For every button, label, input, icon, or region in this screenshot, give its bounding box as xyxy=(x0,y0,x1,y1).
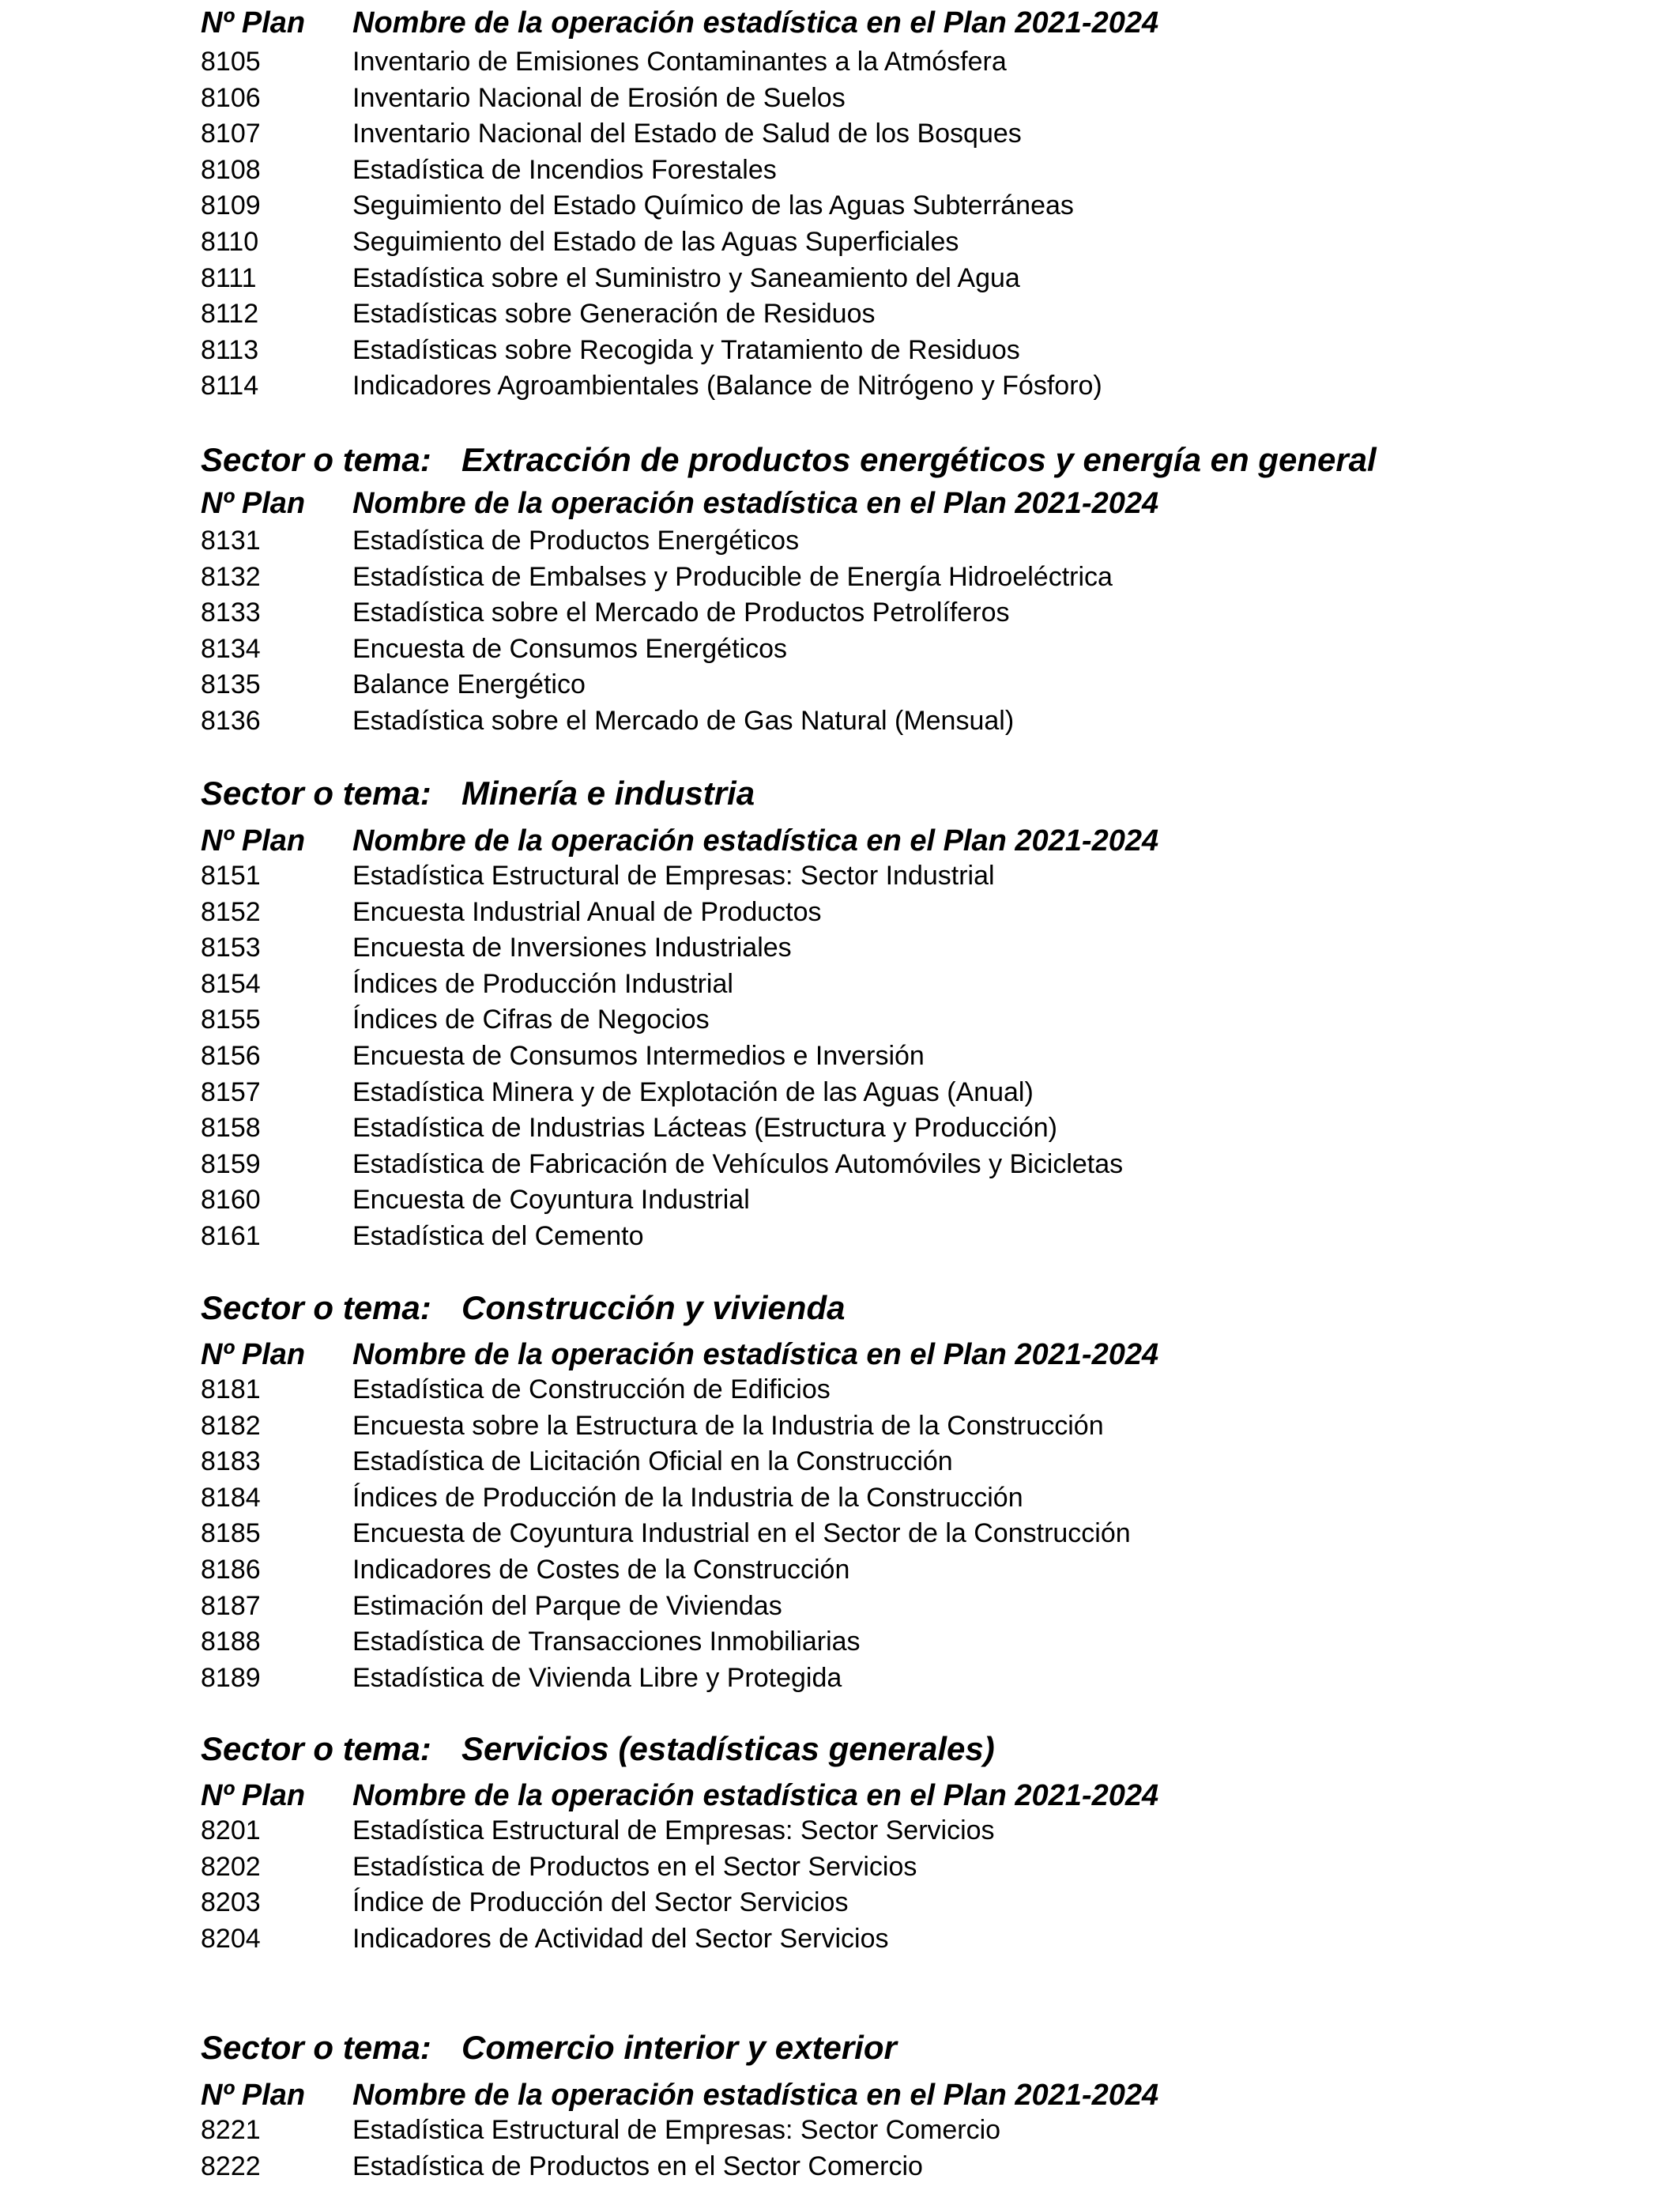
plan-number: 8188 xyxy=(201,1627,261,1657)
plan-number: 8159 xyxy=(201,1149,261,1179)
column-header xyxy=(0,823,1680,859)
operation-name: Índices de Producción de la Industria de la Construcción xyxy=(352,1483,1023,1513)
plan-number: 8153 xyxy=(201,933,261,963)
operation-name: Estadística de Embalses y Producible de Energía Hidroeléctrica xyxy=(352,562,1113,592)
plan-number: 8221 xyxy=(201,2115,261,2145)
column-header xyxy=(0,1336,1680,1373)
sector-heading xyxy=(201,2026,897,2070)
operation-name: Estadística de Fabricación de Vehículos Automóviles y Bicicletas xyxy=(352,1149,1124,1179)
plan-number: 8108 xyxy=(201,155,261,185)
plan-number: 8152 xyxy=(201,897,261,927)
operation-name: Estadística sobre el Mercado de Productos Petrolíferos xyxy=(352,598,1010,628)
operation-name: Encuesta de Coyuntura Industrial xyxy=(352,1185,750,1215)
list-item xyxy=(0,894,1680,930)
plan-number: 8182 xyxy=(201,1411,261,1441)
plan-number: 8106 xyxy=(201,83,261,113)
plan-number: 8185 xyxy=(201,1518,261,1548)
plan-number: 8109 xyxy=(201,190,261,221)
plan-number: 8154 xyxy=(201,969,261,999)
operation-name: Estadística de Productos Energéticos xyxy=(352,526,800,556)
list-item xyxy=(0,2112,1680,2148)
header-operation-name: Nombre de la operación estadística en el Plan 2021-2024 xyxy=(352,1779,1159,1812)
operation-name: Estadística de Productos en el Sector Comercio xyxy=(352,2151,923,2181)
plan-number: 8134 xyxy=(201,634,261,664)
list-item xyxy=(0,1623,1680,1660)
plan-number: 8156 xyxy=(201,1041,261,1071)
operation-name: Índice de Producción del Sector Servicios xyxy=(352,1887,849,1917)
list-item xyxy=(0,1480,1680,1516)
header-operation-name: Nombre de la operación estadística en el Plan 2021-2024 xyxy=(352,487,1159,520)
list-item xyxy=(0,1146,1680,1182)
sector-heading xyxy=(201,1727,995,1771)
list-item xyxy=(0,1408,1680,1444)
list-item xyxy=(0,1515,1680,1551)
operation-name: Indicadores de Costes de la Construcción xyxy=(352,1555,850,1585)
sector-title: Comercio interior y exterior xyxy=(461,2029,897,2066)
sector-title: Extracción de productos energéticos y energía en general xyxy=(461,441,1377,478)
sector-label: Sector o tema: xyxy=(201,775,431,812)
plan-number: 8204 xyxy=(201,1924,261,1954)
operation-name: Índices de Cifras de Negocios xyxy=(352,1005,710,1035)
sector-heading xyxy=(201,438,1377,482)
list-item xyxy=(0,858,1680,894)
operation-name: Estadística de Productos en el Sector Servicios xyxy=(352,1852,917,1882)
plan-number: 8203 xyxy=(201,1887,261,1917)
list-item xyxy=(0,187,1680,224)
list-item xyxy=(0,631,1680,667)
plan-number: 8133 xyxy=(201,598,261,628)
plan-number: 8131 xyxy=(201,526,261,556)
column-header xyxy=(0,5,1680,41)
list-item xyxy=(0,1884,1680,1921)
list-item xyxy=(0,224,1680,260)
list-item xyxy=(0,1588,1680,1624)
operation-name: Estimación del Parque de Viviendas xyxy=(352,1591,782,1621)
plan-number: 8114 xyxy=(201,371,259,401)
plan-number: 8202 xyxy=(201,1852,261,1882)
operation-name: Estadística del Cemento xyxy=(352,1221,644,1251)
operation-name: Estadística de Transacciones Inmobiliarias xyxy=(352,1627,861,1657)
list-item xyxy=(0,80,1680,116)
sector-heading xyxy=(201,771,755,816)
plan-number: 8113 xyxy=(201,335,259,365)
plan-number: 8160 xyxy=(201,1185,261,1215)
list-item xyxy=(0,703,1680,739)
operation-name: Estadística Estructural de Empresas: Sector Servicios xyxy=(352,1815,995,1845)
list-item xyxy=(0,1921,1680,1957)
plan-number: 8187 xyxy=(201,1591,261,1621)
plan-number: 8158 xyxy=(201,1113,261,1143)
operation-name: Encuesta de Coyuntura Industrial en el Sector de la Construcción xyxy=(352,1518,1131,1548)
list-item xyxy=(0,1849,1680,1885)
plan-number: 8151 xyxy=(201,861,261,891)
list-item xyxy=(0,1074,1680,1110)
header-plan-number: Nº Plan xyxy=(201,1338,306,1371)
header-plan-number: Nº Plan xyxy=(201,1779,306,1812)
plan-number: 8107 xyxy=(201,119,261,149)
header-plan-number: Nº Plan xyxy=(201,487,306,520)
operation-name: Estadística de Industrias Lácteas (Estructura y Producción) xyxy=(352,1113,1057,1143)
operation-name: Encuesta Industrial Anual de Productos xyxy=(352,897,822,927)
operation-name: Indicadores de Actividad del Sector Servicios xyxy=(352,1924,889,1954)
plan-number: 8161 xyxy=(201,1221,261,1251)
operation-name: Estadística de Construcción de Edificios xyxy=(352,1374,831,1404)
header-operation-name: Nombre de la operación estadística en el Plan 2021-2024 xyxy=(352,1338,1159,1371)
sector-heading xyxy=(201,1286,845,1330)
operation-name: Estadística Minera y de Explotación de las Aguas (Anual) xyxy=(352,1077,1034,1107)
operation-name: Estadística Estructural de Empresas: Sector Comercio xyxy=(352,2115,1001,2145)
sector-label: Sector o tema: xyxy=(201,1730,431,1767)
operation-name: Estadísticas sobre Recogida y Tratamiento de Residuos xyxy=(352,335,1020,365)
plan-number: 8105 xyxy=(201,47,261,77)
operation-name: Encuesta de Consumos Energéticos xyxy=(352,634,787,664)
operation-name: Encuesta sobre la Estructura de la Industria de la Construcción xyxy=(352,1411,1104,1441)
operation-name: Estadística de Incendios Forestales xyxy=(352,155,777,185)
operation-name: Balance Energético xyxy=(352,669,586,699)
operation-name: Estadística de Licitación Oficial en la Construcción xyxy=(352,1446,953,1476)
plan-number: 8132 xyxy=(201,562,261,592)
column-header xyxy=(0,485,1680,522)
list-item xyxy=(0,1218,1680,1254)
operation-name: Seguimiento del Estado Químico de las Aguas Subterráneas xyxy=(352,190,1074,221)
header-operation-name: Nombre de la operación estadística en el Plan 2021-2024 xyxy=(352,6,1159,40)
operation-name: Encuesta de Inversiones Industriales xyxy=(352,933,792,963)
plan-number: 8222 xyxy=(201,2151,261,2181)
list-item xyxy=(0,1812,1680,1849)
plan-number: 8111 xyxy=(201,263,257,293)
list-item xyxy=(0,260,1680,296)
sector-title: Minería e industria xyxy=(461,775,755,812)
plan-number: 8110 xyxy=(201,227,259,257)
list-item xyxy=(0,2148,1680,2185)
list-item xyxy=(0,1551,1680,1588)
list-item xyxy=(0,929,1680,966)
sector-label: Sector o tema: xyxy=(201,1289,431,1326)
operation-name: Inventario Nacional de Erosión de Suelos xyxy=(352,83,846,113)
header-plan-number: Nº Plan xyxy=(201,2079,306,2112)
list-item xyxy=(0,296,1680,332)
plan-number: 8184 xyxy=(201,1483,261,1513)
operation-name: Estadística de Vivienda Libre y Protegida xyxy=(352,1663,842,1693)
plan-number: 8186 xyxy=(201,1555,261,1585)
header-operation-name: Nombre de la operación estadística en el Plan 2021-2024 xyxy=(352,2079,1159,2112)
list-item xyxy=(0,666,1680,703)
column-header xyxy=(0,2077,1680,2113)
operation-name: Estadística sobre el Mercado de Gas Natural (Mensual) xyxy=(352,706,1015,736)
operation-name: Seguimiento del Estado de las Aguas Superficiales xyxy=(352,227,959,257)
list-item xyxy=(0,152,1680,188)
list-item xyxy=(0,332,1680,368)
plan-number: 8181 xyxy=(201,1374,261,1404)
list-item xyxy=(0,1660,1680,1696)
plan-number: 8155 xyxy=(201,1005,261,1035)
operation-name: Índices de Producción Industrial xyxy=(352,969,733,999)
list-item xyxy=(0,368,1680,404)
list-item xyxy=(0,1182,1680,1218)
operation-name: Estadísticas sobre Generación de Residuos xyxy=(352,299,876,329)
operation-name: Indicadores Agroambientales (Balance de Nitrógeno y Fósforo) xyxy=(352,371,1102,401)
column-header xyxy=(0,1777,1680,1814)
operation-name: Inventario Nacional del Estado de Salud de los Bosques xyxy=(352,119,1022,149)
list-item xyxy=(0,1001,1680,1038)
plan-number: 8183 xyxy=(201,1446,261,1476)
plan-number: 8135 xyxy=(201,669,261,699)
list-item xyxy=(0,1443,1680,1480)
operation-name: Encuesta de Consumos Intermedios e Inversión xyxy=(352,1041,925,1071)
list-item xyxy=(0,115,1680,152)
plan-number: 8201 xyxy=(201,1815,261,1845)
sector-label: Sector o tema: xyxy=(201,2029,431,2066)
header-plan-number: Nº Plan xyxy=(201,6,306,40)
plan-number: 8136 xyxy=(201,706,261,736)
sector-label: Sector o tema: xyxy=(201,441,431,478)
sector-title: Construcción y vivienda xyxy=(461,1289,846,1326)
list-item xyxy=(0,1038,1680,1074)
operation-name: Estadística sobre el Suministro y Saneamiento del Agua xyxy=(352,263,1020,293)
list-item xyxy=(0,522,1680,559)
header-plan-number: Nº Plan xyxy=(201,824,306,858)
header-operation-name: Nombre de la operación estadística en el Plan 2021-2024 xyxy=(352,824,1159,858)
plan-number: 8189 xyxy=(201,1663,261,1693)
operation-name: Estadística Estructural de Empresas: Sector Industrial xyxy=(352,861,995,891)
list-item xyxy=(0,1110,1680,1146)
list-item xyxy=(0,1371,1680,1408)
plan-number: 8112 xyxy=(201,299,259,329)
list-item xyxy=(0,43,1680,80)
plan-number: 8157 xyxy=(201,1077,261,1107)
list-item xyxy=(0,966,1680,1002)
list-item xyxy=(0,559,1680,595)
sector-title: Servicios (estadísticas generales) xyxy=(461,1730,995,1767)
operation-name: Inventario de Emisiones Contaminantes a la Atmósfera xyxy=(352,47,1007,77)
list-item xyxy=(0,594,1680,631)
